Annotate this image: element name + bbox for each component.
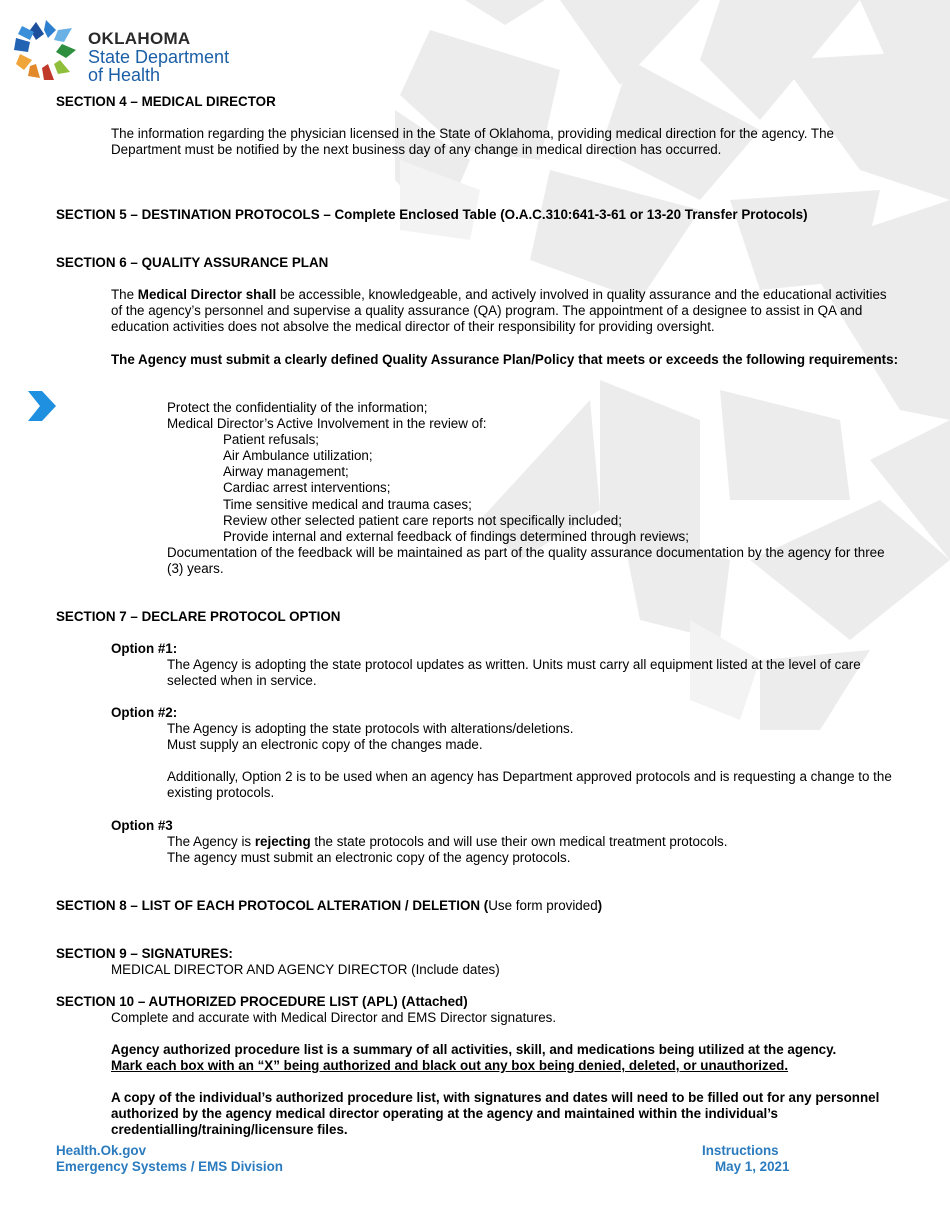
logo-line-state-department: State Department [88,47,230,67]
option-2-line-1: The Agency is adopting the state protocols with alterations/deletions. [167,721,574,736]
section-5-heading: SECTION 5 – DESTINATION PROTOCOLS – Complete Enclosed Table (O.A.C.310:641-3-61 or 13-20 Transfer Protocols) [56,207,808,222]
qa-subitem: Review other selected patient care reports not specifically included; [223,513,622,528]
qa-subitem: Provide internal and external feedback of findings determined through reviews; [223,529,689,544]
qa-item-documentation: Documentation of the feedback will be maintained as part of the quality assurance documentation by the agency for three (3) years. [167,545,885,577]
section-10-heading: SECTION 10 – AUTHORIZED PROCEDURE LIST (APL) (Attached) [56,994,468,1009]
section-6-p1-bold: Medical Director shall [137,287,277,302]
option-3-label: Option #3 [111,818,173,833]
qa-subitem: Time sensitive medical and trauma cases; [223,497,472,512]
section-10-bold-1-underlined: Mark each box with an “X” being authorized and black out any box being denied, deleted, or unauthorized. [111,1058,789,1073]
section-8-heading [56,898,602,914]
option-1-text: The Agency is adopting the state protocol updates as written. Units must carry all equipment listed at the level of care selected when in service. [167,657,861,689]
footer-doc-title: Instructions [702,1143,779,1158]
section-6-p1-post: be accessible, knowledgeable, and actively involved in quality assurance and the educational activities of the agency’s personnel and supervise a quality assurance (QA) program. The appointment of a designee to assist in QA and education activities does not absolve the medical director of their responsibility for providing oversight. [111,287,887,335]
option-3-bold: rejecting [254,834,311,849]
section-4-body: The information regarding the physician licensed in the State of Oklahoma, providing medical direction for the agency. The Department must be notified by the next business day of any change in medical direction has occurred. [111,126,835,158]
option-2-extra: Additionally, Option 2 is to be used when an agency has Department approved protocols and is requesting a change to the existing protocols. [167,769,892,801]
option-1-label: Option #1: [111,641,178,656]
section-8-heading-bold: SECTION 8 – LIST OF EACH PROTOCOL ALTERATION / DELETION ( [56,898,489,913]
star-logo-icon [14,20,80,84]
chevron-right-icon [28,391,56,421]
section-10-bold-1: Agency authorized procedure list is a summary of all activities, skill, and medications being utilized at the agency. [111,1042,837,1057]
section-9-body: MEDICAL DIRECTOR AND AGENCY DIRECTOR (Include dates) [111,962,500,977]
oklahoma-health-logo [14,20,254,84]
section-6-requirement: The Agency must submit a clearly defined Quality Assurance Plan/Policy that meets or exceeds the following requirements: [111,352,899,367]
section-6-heading: SECTION 6 – QUALITY ASSURANCE PLAN [56,255,329,270]
section-8-heading-close: ) [597,898,603,913]
qa-subitem: Cardiac arrest interventions; [223,480,391,495]
section-4-heading: SECTION 4 – MEDICAL DIRECTOR [56,94,276,109]
section-10-body: Complete and accurate with Medical Director and EMS Director signatures. [111,1010,557,1025]
section-9-heading: SECTION 9 – SIGNATURES: [56,946,233,961]
qa-subitem: Patient refusals; [223,432,320,447]
footer-division: Emergency Systems / EMS Division [56,1159,283,1174]
section-10-bold-2: A copy of the individual’s authorized procedure list, with signatures and dates will need to be filled out for any personnel authorized by the agency medical director operating at the agency and maintained within the individual’s credentialling/training/licensure files. [111,1090,880,1138]
logo-line-of-health: of Health [88,65,161,85]
section-8-heading-normal: Use form provided [488,898,598,913]
logo-line-oklahoma: OKLAHOMA [88,29,191,48]
footer-website: Health.Ok.gov [56,1143,147,1158]
qa-item-confidentiality: Protect the confidentiality of the information; [167,400,428,415]
section-6-paragraph [111,287,901,336]
option-3-pre: The Agency is [167,834,255,849]
option-2-line-2: Must supply an electronic copy of the changes made. [167,737,483,752]
option-3-line-1 [167,834,727,850]
option-3-post: the state protocols and will use their own medical treatment protocols. [310,834,728,849]
option-3-line-2: The agency must submit an electronic copy of the agency protocols. [167,850,571,865]
logo-text [88,30,229,84]
footer-date: May 1, 2021 [715,1159,790,1174]
qa-subitem: Airway management; [223,464,349,479]
qa-item-involvement: Medical Director’s Active Involvement in the review of: [167,416,487,431]
section-7-heading: SECTION 7 – DECLARE PROTOCOL OPTION [56,609,341,624]
section-6-p1-pre: The [111,287,138,302]
qa-subitem: Air Ambulance utilization; [223,448,373,463]
option-2-label: Option #2: [111,705,178,720]
